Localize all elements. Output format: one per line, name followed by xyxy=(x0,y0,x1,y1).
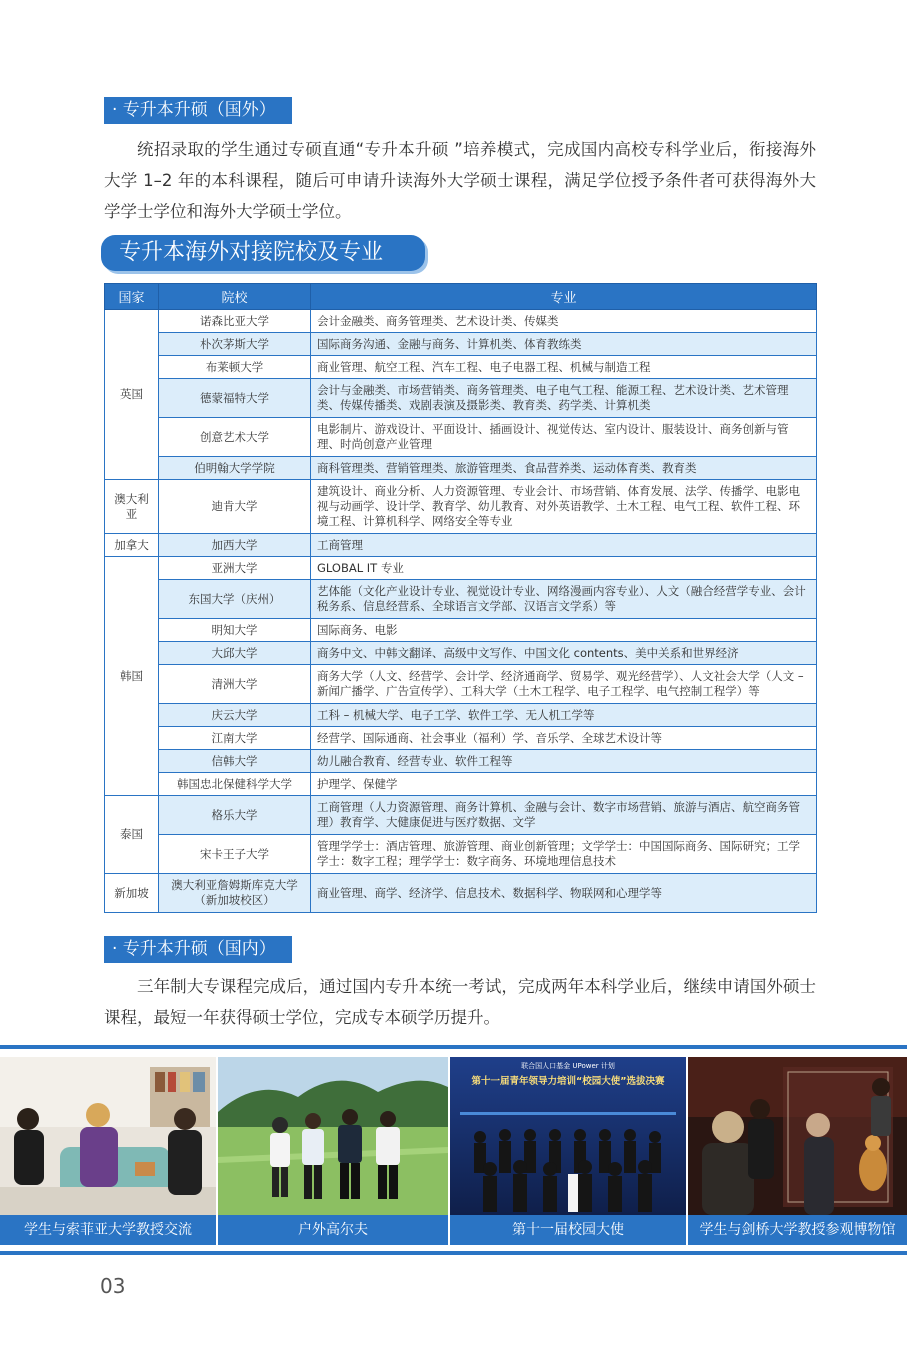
event-banner-title: 第十一届青年领导力培训“校园大使”选拔决赛 xyxy=(471,1076,665,1087)
photo-strip xyxy=(0,1045,907,1257)
major-cell: GLOBAL IT 专业 xyxy=(311,557,817,580)
photo-meeting xyxy=(0,1057,216,1215)
table-row xyxy=(105,773,817,796)
table-row xyxy=(105,580,817,619)
major-cell: 会计金融类、商务管理类、艺术设计类、传媒类 xyxy=(311,310,817,333)
photo-museum-illustration xyxy=(688,1057,907,1215)
overseas-paragraph-text: 统招录取的学生通过专硕直通“专升本升硕 ”培养模式，完成国内高校专科学业后，衔接海外大学 1–2 年的本科课程，随后可申请升读海外大学硕士课程，满足学位授予条件者可获得海外大学学士学位和海外大学硕士学位。 xyxy=(104,140,816,221)
school-cell: 澳大利亚詹姆斯库克大学（新加坡校区） xyxy=(159,874,311,913)
school-cell: 韩国忠北保健科学大学 xyxy=(159,773,311,796)
country-cell: 泰国 xyxy=(105,796,159,874)
school-cell: 明知大学 xyxy=(159,619,311,642)
domestic-paragraph-text: 三年制大专课程完成后，通过国内专升本统一考试，完成两年本科学业后，继续申请国外硕士课程，最短一年获得硕士学位，完成专本硕学历提升。 xyxy=(104,977,816,1027)
header-country: 国家 xyxy=(105,284,159,310)
table-row xyxy=(105,534,817,557)
school-cell: 创意艺术大学 xyxy=(159,418,311,457)
photo-golf xyxy=(218,1057,448,1215)
table-row xyxy=(105,874,817,913)
table-row xyxy=(105,480,817,534)
major-cell: 国际商务、电影 xyxy=(311,619,817,642)
major-cell: 幼儿融合教育、经营专业、软件工程等 xyxy=(311,750,817,773)
country-cell: 加拿大 xyxy=(105,534,159,557)
photo-meeting-illustration xyxy=(0,1057,216,1215)
school-cell: 庆云大学 xyxy=(159,704,311,727)
partner-schools-table xyxy=(104,283,817,913)
school-cell: 江南大学 xyxy=(159,727,311,750)
school-cell: 加西大学 xyxy=(159,534,311,557)
photo-golf-illustration xyxy=(218,1057,448,1215)
table-row xyxy=(105,310,817,333)
table-row xyxy=(105,333,817,356)
header-major: 专业 xyxy=(311,284,817,310)
school-cell: 东国大学（庆州） xyxy=(159,580,311,619)
major-cell: 会计与金融类、市场营销类、商务管理类、电子电气工程、能源工程、艺术设计类、艺术管理类、传媒传播类、戏剧表演及摄影类、教育类、药学类、计算机类 xyxy=(311,379,817,418)
table-row xyxy=(105,557,817,580)
school-cell: 诺森比亚大学 xyxy=(159,310,311,333)
country-cell: 英国 xyxy=(105,310,159,480)
major-cell: 艺体能（文化产业设计专业、视觉设计专业、网络漫画内容专业）、人文（融合经营学专业、会计税务系、信息经营系、全球语言文学部、汉语言文学系）等 xyxy=(311,580,817,619)
school-cell: 宋卡王子大学 xyxy=(159,835,311,874)
table-row xyxy=(105,704,817,727)
major-cell: 电影制片、游戏设计、平面设计、插画设计、视觉传达、室内设计、服装设计、商务创新与管理、时尚创意产业管理 xyxy=(311,418,817,457)
section-overseas-paragraph xyxy=(104,134,816,227)
school-cell: 亚洲大学 xyxy=(159,557,311,580)
major-cell: 商科管理类、营销管理类、旅游管理类、食品营养类、运动体育类、教育类 xyxy=(311,457,817,480)
country-cell: 新加坡 xyxy=(105,874,159,913)
school-cell: 布莱顿大学 xyxy=(159,356,311,379)
photo-caption: 第十一届校园大使 xyxy=(450,1215,686,1245)
photo-strip-bottom-rule xyxy=(0,1251,907,1255)
event-banner-subtitle: 联合国人口基金 UPower 计划 xyxy=(521,1062,615,1070)
table-row xyxy=(105,727,817,750)
table-title: 专升本海外对接院校及专业 xyxy=(101,235,425,271)
school-cell: 伯明翰大学学院 xyxy=(159,457,311,480)
major-cell: 商务大学（人文、经营学、会计学、经济通商学、贸易学、观光经营学）、人文社会大学（人文 – 新闻广播学、广告宣传学）、工科大学（土木工程学、电子工程学、电气控制工程学）等 xyxy=(311,665,817,704)
table-row xyxy=(105,619,817,642)
photo-strip-top-rule xyxy=(0,1045,907,1049)
photo-caption: 学生与索菲亚大学教授交流 xyxy=(0,1215,216,1245)
table-header-row xyxy=(105,284,817,310)
country-cell: 韩国 xyxy=(105,557,159,796)
photo-caption: 学生与剑桥大学教授参观博物馆 xyxy=(688,1215,907,1245)
country-cell: 澳大利亚 xyxy=(105,480,159,534)
major-cell: 工商管理（人力资源管理、商务计算机、金融与会计、数字市场营销、旅游与酒店、航空商务管理）教育学、大健康促进与医疗数据、文学 xyxy=(311,796,817,835)
major-cell: 工商管理 xyxy=(311,534,817,557)
major-cell: 护理学、保健学 xyxy=(311,773,817,796)
table-row xyxy=(105,642,817,665)
school-cell: 信韩大学 xyxy=(159,750,311,773)
table-row xyxy=(105,665,817,704)
major-cell: 工科 – 机械大学、电子工学、软件工学、无人机工学等 xyxy=(311,704,817,727)
school-cell: 清洲大学 xyxy=(159,665,311,704)
photo-caption: 户外高尔夫 xyxy=(218,1215,448,1245)
major-cell: 建筑设计、商业分析、人力资源管理、专业会计、市场营销、体育发展、法学、传播学、电影电视与动画学、设计学、教育学、幼儿教育、对外英语教学、土木工程、电气工程、软件工程、环境工程、计算机科学、网络安全等专业 xyxy=(311,480,817,534)
school-cell: 格乐大学 xyxy=(159,796,311,835)
table-row xyxy=(105,457,817,480)
table-row xyxy=(105,796,817,835)
major-cell: 管理学学士：酒店管理、旅游管理、商业创新管理；文学学士：中国国际商务、国际研究；工学学士：数字工程；理学学士：数字商务、环境地理信息技术 xyxy=(311,835,817,874)
major-cell: 国际商务沟通、金融与商务、计算机类、体育教练类 xyxy=(311,333,817,356)
page-number: 03 xyxy=(100,1274,126,1298)
table-row xyxy=(105,356,817,379)
table-row xyxy=(105,750,817,773)
school-cell: 朴次茅斯大学 xyxy=(159,333,311,356)
school-cell: 大邱大学 xyxy=(159,642,311,665)
section-tag-overseas: · 专升本升硕（国外） xyxy=(104,97,292,124)
major-cell: 经营学、国际通商、社会事业（福利）学、音乐学、全球艺术设计等 xyxy=(311,727,817,750)
table-row xyxy=(105,418,817,457)
table-row xyxy=(105,379,817,418)
school-cell: 迪肯大学 xyxy=(159,480,311,534)
major-cell: 商业管理、航空工程、汽车工程、电子电器工程、机械与制造工程 xyxy=(311,356,817,379)
major-cell: 商业管理、商学、经济学、信息技术、数据科学、物联网和心理学等 xyxy=(311,874,817,913)
major-cell: 商务中文、中韩文翻译、高级中文写作、中国文化 contents、美中关系和世界经济 xyxy=(311,642,817,665)
school-cell: 德蒙福特大学 xyxy=(159,379,311,418)
photo-museum xyxy=(688,1057,907,1215)
photo-ambassador xyxy=(450,1057,686,1215)
section-domestic-paragraph xyxy=(104,971,816,1033)
section-tag-domestic: · 专升本升硕（国内） xyxy=(104,936,292,963)
header-school: 院校 xyxy=(159,284,311,310)
table-row xyxy=(105,835,817,874)
